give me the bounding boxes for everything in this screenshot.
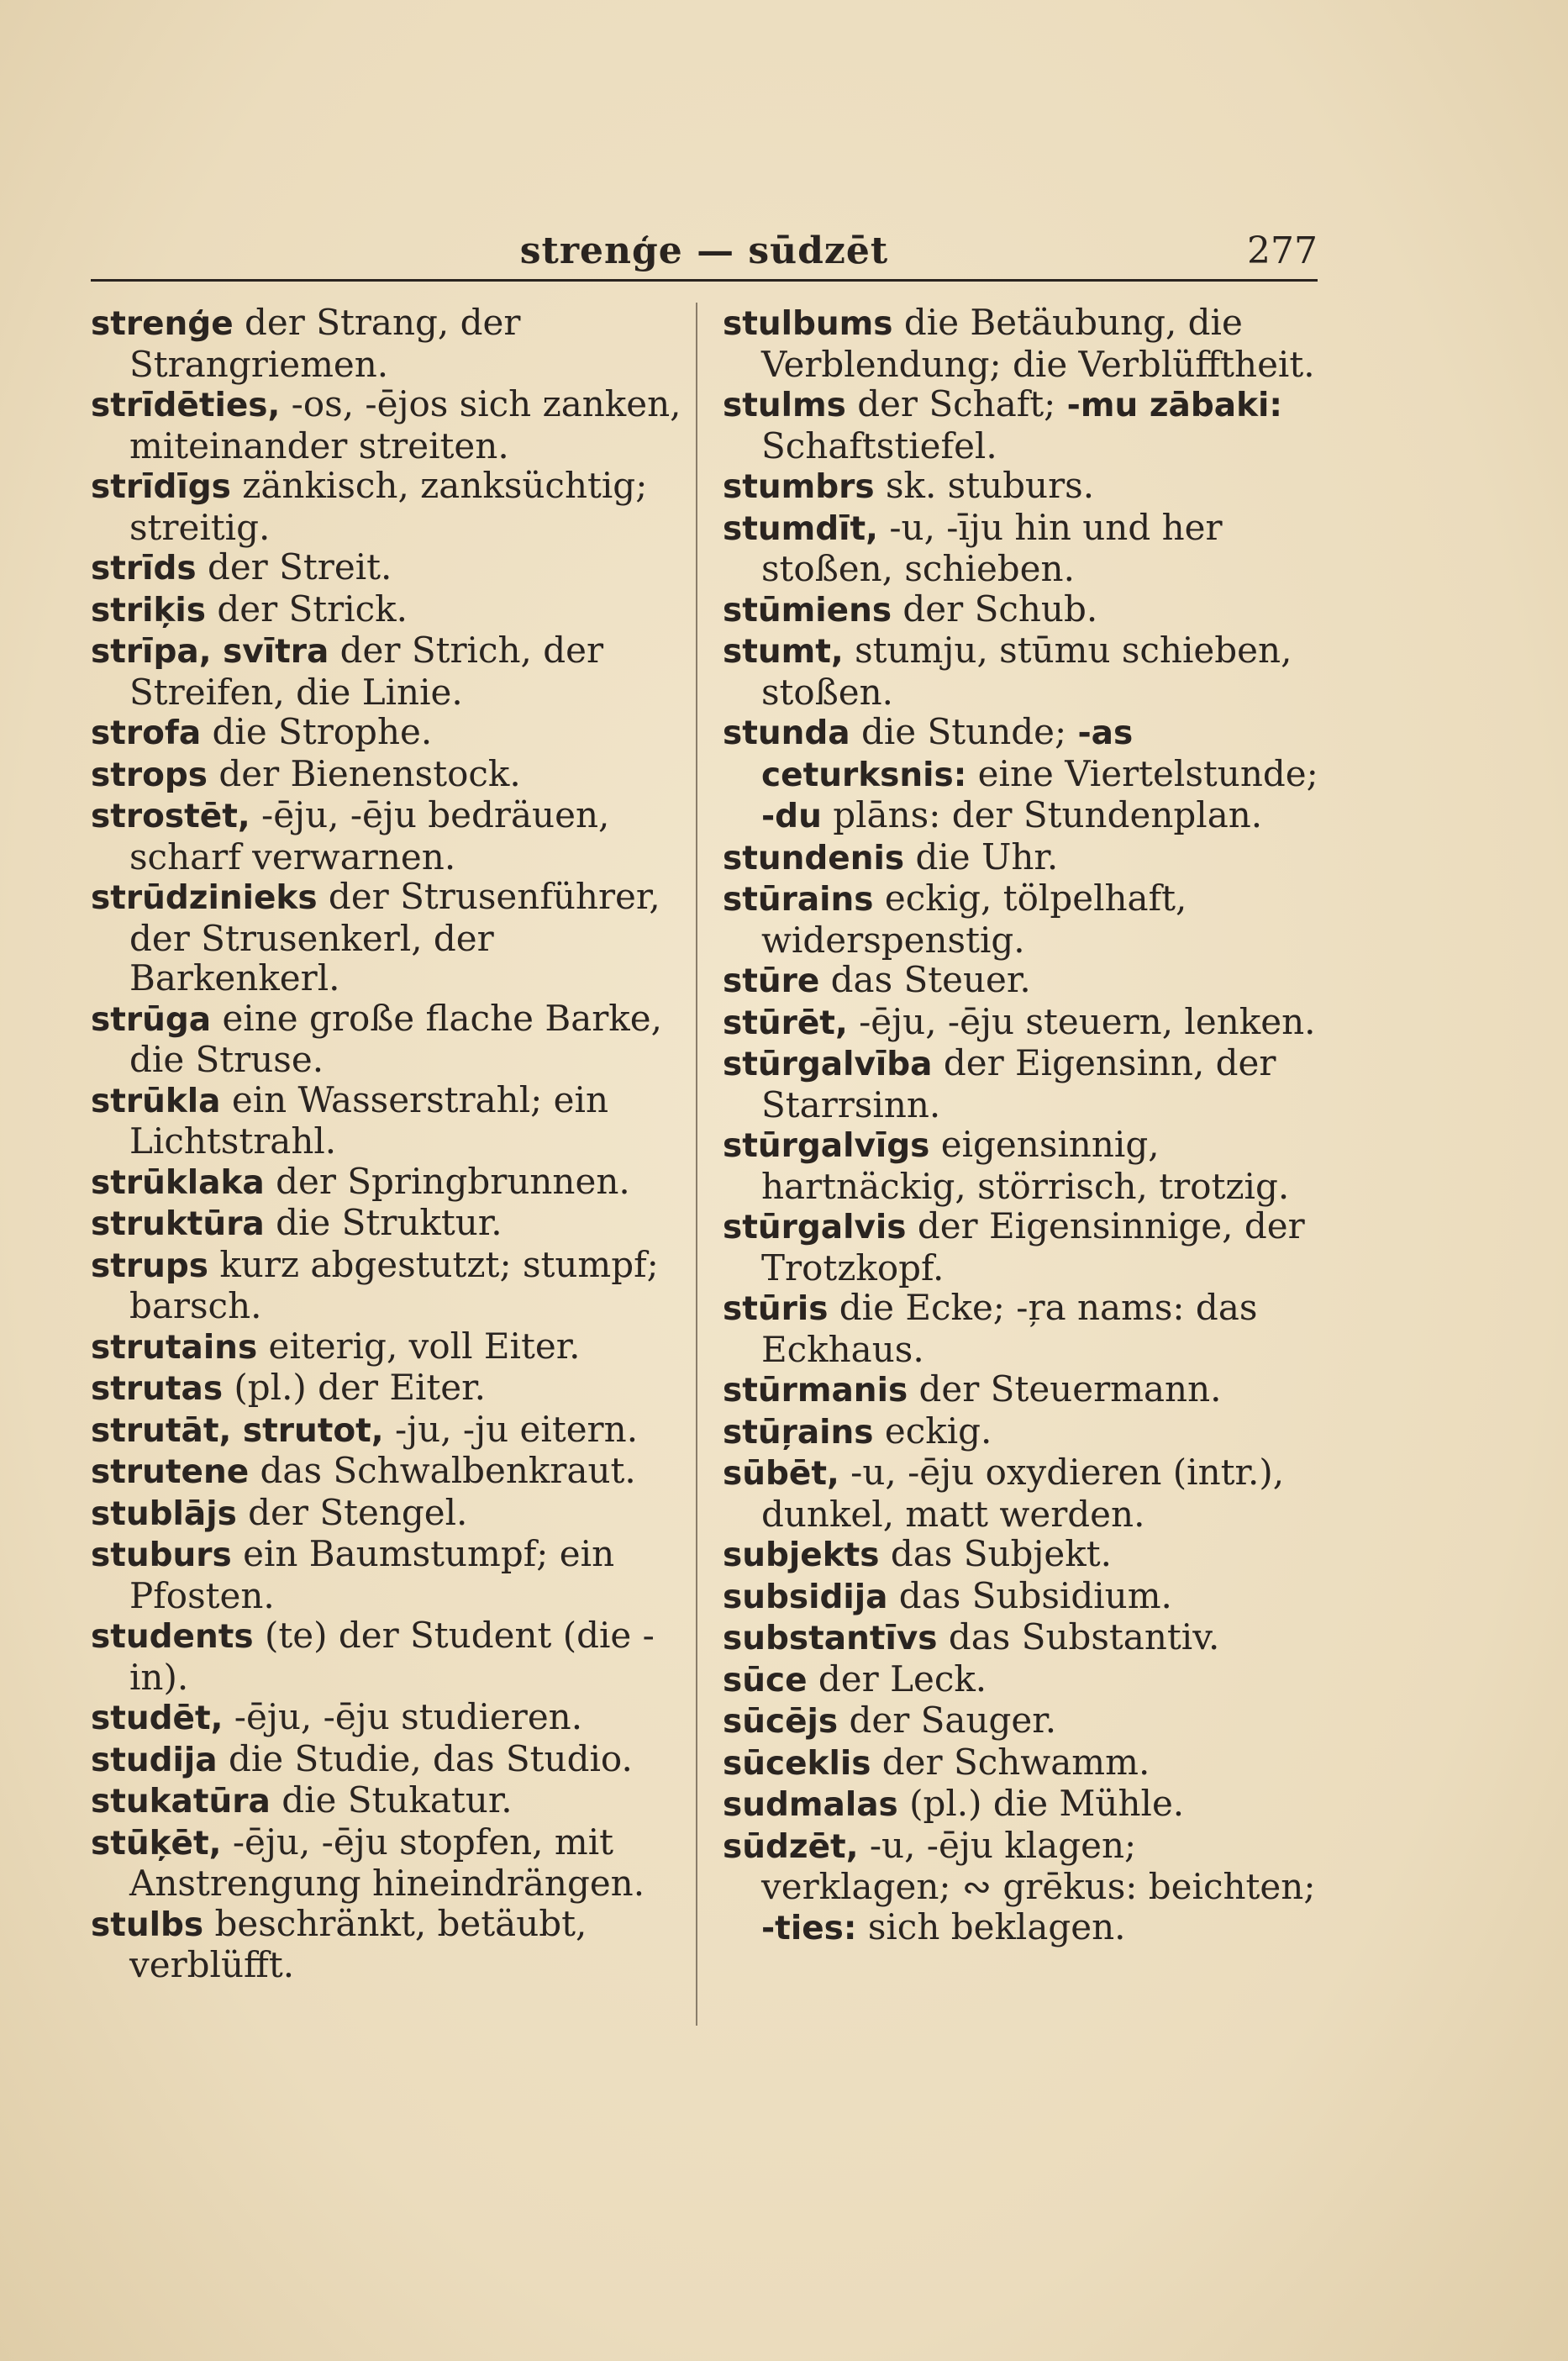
dictionary-entry — [723, 508, 1323, 589]
entry-headword: stundenis — [723, 839, 905, 877]
entry-headword: students — [91, 1618, 254, 1656]
entry-headword: striķis — [91, 591, 206, 630]
entry-definition: der Sauger. — [838, 1700, 1057, 1741]
entry-definition: -ēju, -ēju bedräuen, scharf verwarnen. — [129, 794, 610, 877]
entry-definition: -u, -ēju klagen; verklagen; ∾ grēkus: beichten; — [761, 1824, 1316, 1907]
entry-definition: beschränkt, betäubt, verblüfft. — [129, 1902, 587, 1985]
entry-headword: strīds — [91, 550, 197, 588]
entry-headword: -du — [761, 798, 822, 835]
dictionary-entry — [91, 754, 692, 796]
dictionary-entry — [91, 303, 692, 384]
entry-headword: strops — [91, 756, 208, 794]
dictionary-entry — [91, 1739, 692, 1781]
entry-definition: -os, -ējos sich zanken, miteinander streiten. — [129, 383, 681, 466]
entry-headword: stūre — [723, 962, 820, 1000]
entry-headword: stuburs — [91, 1536, 232, 1574]
entry-definition: der Springbrunnen. — [264, 1160, 630, 1202]
entry-definition: -u, -ēju oxydieren (intr.), dunkel, matt werden. — [761, 1452, 1285, 1535]
entry-definition: der Schwamm. — [871, 1741, 1150, 1783]
entry-definition: die Stunde; — [850, 711, 1078, 752]
dictionary-entry — [91, 1326, 692, 1368]
dictionary-entry — [723, 589, 1323, 631]
dictionary-entry — [723, 1002, 1323, 1044]
dictionary-entry — [723, 1206, 1323, 1288]
entry-definition: der Stengel. — [236, 1491, 468, 1533]
dictionary-entry — [723, 960, 1323, 1002]
entry-definition: das Substantiv. — [937, 1616, 1220, 1657]
entry-headword: strenģe — [91, 305, 234, 343]
entry-headword: subjekts — [723, 1536, 880, 1574]
entry-headword: sūceklis — [723, 1744, 871, 1783]
header-title: strenģe — sūdzēt — [519, 229, 889, 272]
dictionary-entry — [91, 1697, 692, 1739]
entry-definition: eigensinnig, hartnäckig, störrisch, trotzig. — [761, 1124, 1290, 1207]
entry-definition: das Subsidium. — [887, 1574, 1172, 1616]
entry-definition: -u, -īju hin und her stoßen, schieben. — [761, 506, 1223, 589]
entry-definition: der Steuermann. — [908, 1368, 1222, 1410]
dictionary-entry — [91, 1493, 692, 1535]
entry-definition: das Steuer. — [819, 959, 1031, 1000]
entry-definition: die Betäubung, die Verblendung; die Verblüfftheit. — [761, 302, 1315, 385]
dictionary-entry — [723, 1411, 1323, 1453]
entry-headword: stūrgalvība — [723, 1046, 933, 1083]
dictionary-entry — [91, 795, 692, 877]
dictionary-entry — [723, 303, 1323, 384]
entry-definition: -ju, -ju eitern. — [383, 1408, 639, 1450]
dictionary-entry — [723, 1784, 1323, 1826]
entry-headword: stulbums — [723, 305, 893, 343]
entry-headword: stulms — [723, 387, 846, 424]
entry-definition: eckig, tölpelhaft, widerspenstig. — [761, 877, 1187, 961]
entry-definition: das Subjekt. — [879, 1533, 1112, 1574]
dictionary-entry — [91, 1368, 692, 1410]
entry-definition: der Strang, der Strangriemen. — [129, 302, 521, 385]
column-divider — [696, 303, 697, 2026]
dictionary-entry — [723, 1043, 1323, 1125]
dictionary-entry — [723, 1576, 1323, 1618]
entry-headword: struktūra — [91, 1205, 265, 1243]
dictionary-entry — [91, 712, 692, 754]
entry-definition: der Schub. — [892, 588, 1098, 630]
entry-definition: Schaftstiefel. — [761, 424, 997, 466]
entry-definition: sich beklagen. — [856, 1905, 1126, 1947]
page-number: 277 — [1247, 229, 1318, 272]
entry-headword: strūklaka — [91, 1163, 265, 1202]
dictionary-entry — [723, 384, 1323, 466]
entry-headword: strutāt, strutot, — [91, 1411, 384, 1450]
dictionary-entry — [723, 1826, 1323, 1949]
entry-headword: stukatūra — [91, 1783, 271, 1821]
entry-definition: der Bienenstock. — [208, 752, 521, 794]
entry-headword: stūrgalvis — [723, 1209, 907, 1246]
dictionary-entry — [91, 466, 692, 547]
entry-definition: das Schwalbenkraut. — [249, 1450, 636, 1491]
dictionary-entry — [91, 1245, 692, 1326]
entry-headword: strutene — [91, 1453, 250, 1491]
entry-headword: stumbrs — [723, 468, 875, 506]
entry-definition: eckig. — [873, 1410, 992, 1452]
dictionary-entry — [91, 589, 692, 631]
entry-headword: stumdīt, — [723, 509, 879, 548]
entry-definition: plāns: der Stundenplan. — [821, 794, 1263, 835]
entry-headword: stūrains — [723, 881, 874, 919]
entry-definition: -ēju, -ēju stopfen, mit Anstrengung hineindrängen. — [129, 1821, 645, 1904]
dictionary-entry — [91, 1410, 692, 1452]
entry-headword: strīpa, svītra — [91, 633, 329, 671]
entry-definition: der Eigensinn, der Starrsinn. — [761, 1042, 1276, 1125]
entry-definition: der Schaft; — [845, 383, 1067, 424]
dictionary-entry — [723, 1125, 1323, 1206]
entry-definition: -ēju, -ēju studieren. — [223, 1696, 583, 1737]
entry-headword: sudmalas — [723, 1786, 898, 1824]
entry-definition: die Stukatur. — [270, 1779, 513, 1821]
entry-headword: stunda — [723, 714, 850, 752]
entry-definition: (te) der Student (die -in). — [129, 1615, 655, 1698]
dictionary-entry — [91, 1615, 692, 1697]
dictionary-entry — [723, 712, 1323, 837]
entry-definition: ein Baumstumpf; ein Pfosten. — [129, 1533, 615, 1616]
entry-definition: die Ecke; -ŗa nams: das Eckhaus. — [761, 1287, 1258, 1370]
entry-definition: (pl.) der Eiter. — [223, 1367, 486, 1408]
entry-definition: -ēju, -ēju steuern, lenken. — [847, 1000, 1316, 1042]
entry-headword: stulbs — [91, 1905, 204, 1944]
dictionary-entry — [91, 1822, 692, 1904]
entry-headword: studēt, — [91, 1700, 224, 1737]
running-header — [91, 220, 1318, 282]
entry-headword: -mu zābaki: — [1066, 387, 1282, 424]
entry-definition: die Studie, das Studio. — [217, 1737, 633, 1779]
entry-definition: die Struktur. — [264, 1202, 502, 1243]
dictionary-entry — [91, 1451, 692, 1493]
entry-definition: eiterig, voll Eiter. — [257, 1325, 581, 1367]
dictionary-entry — [91, 630, 692, 712]
entry-definition: der Strick. — [205, 588, 408, 630]
entry-headword: stūrgalvīgs — [723, 1127, 930, 1165]
dictionary-entry — [723, 1369, 1323, 1411]
entry-headword: stūris — [723, 1290, 829, 1328]
entry-headword: strūdzinieks — [91, 879, 318, 917]
dictionary-entry — [723, 1534, 1323, 1576]
entry-headword: strīdēties, — [91, 387, 281, 424]
dictionary-entry — [723, 630, 1323, 712]
entry-headword: -ties: — [761, 1909, 857, 1947]
entry-definition: stumju, stūmu schieben, stoßen. — [761, 630, 1292, 713]
dictionary-entry — [91, 1162, 692, 1204]
entry-headword: subsidija — [723, 1578, 888, 1616]
entry-definition: zänkisch, zanksüchtig; streitig. — [129, 465, 648, 548]
dictionary-entry — [91, 877, 692, 999]
entry-headword: stumt, — [723, 633, 844, 671]
entry-headword: strūga — [91, 1000, 212, 1039]
entry-headword: strups — [91, 1246, 208, 1285]
dictionary-entry — [723, 1742, 1323, 1784]
entry-definition: der Eigensinnige, der Trotzkopf. — [761, 1205, 1305, 1289]
dictionary-entry — [723, 1700, 1323, 1742]
dictionary-entry — [91, 1203, 692, 1245]
entry-headword: stūrēt, — [723, 1004, 848, 1042]
entry-headword: strofa — [91, 714, 202, 752]
entry-definition: der Leck. — [807, 1657, 987, 1700]
dictionary-entry — [91, 1780, 692, 1822]
entry-definition: der Strich, der Streifen, die Linie. — [129, 630, 604, 713]
dictionary-entry — [91, 999, 692, 1080]
entry-definition: ein Wasserstrahl; ein Lichtstrahl. — [129, 1078, 608, 1162]
entry-headword: stublājs — [91, 1494, 237, 1533]
entry-headword: strūkla — [91, 1082, 221, 1120]
dictionary-entry — [723, 1452, 1323, 1534]
entry-headword: stūmiens — [723, 591, 892, 630]
right-column — [723, 303, 1323, 1948]
entry-headword: strutas — [91, 1370, 224, 1408]
dictionary-entry — [723, 1617, 1323, 1659]
dictionary-entry — [723, 878, 1323, 960]
dictionary-entry — [91, 547, 692, 589]
entry-definition: sk. stuburs. — [874, 465, 1095, 506]
entry-headword: stūrmanis — [723, 1372, 908, 1410]
entry-headword: sūce — [723, 1661, 808, 1700]
entry-definition: kurz abgestutzt; stumpf; barsch. — [129, 1243, 659, 1326]
entry-headword: strostēt, — [91, 798, 250, 835]
dictionary-entry — [91, 1904, 692, 1985]
entry-headword: strutains — [91, 1328, 258, 1367]
dictionary-entry — [723, 1288, 1323, 1369]
entry-headword: sūcējs — [723, 1703, 839, 1741]
entry-headword: studija — [91, 1741, 218, 1779]
entry-headword: substantīvs — [723, 1620, 938, 1657]
left-column — [91, 303, 692, 1985]
dictionary-entry — [91, 1080, 692, 1162]
entry-headword: -as ceturksnis: — [761, 714, 1134, 794]
dictionary-entry — [723, 837, 1323, 879]
entry-headword: stūķēt, — [91, 1824, 222, 1863]
dictionary-entry — [91, 384, 692, 466]
entry-definition: die Uhr. — [904, 835, 1059, 877]
entry-definition: der Streit. — [196, 546, 392, 588]
entry-definition: eine große flache Barke, die Struse. — [129, 997, 662, 1080]
dictionary-entry — [723, 466, 1323, 508]
dictionary-entry — [91, 1534, 692, 1615]
entry-headword: strīdīgs — [91, 468, 231, 506]
entry-definition: (pl.) die Mühle. — [897, 1783, 1185, 1824]
entry-definition: der Strusenführer, der Strusenkerl, der Barkenkerl. — [129, 876, 660, 999]
entry-definition: eine Viertelstunde; — [966, 752, 1318, 794]
dictionary-entry — [723, 1659, 1323, 1701]
entry-headword: stūŗains — [723, 1413, 874, 1452]
entry-headword: sūdzēt, — [723, 1827, 859, 1866]
entry-headword: sūbēt, — [723, 1455, 839, 1493]
entry-definition: die Strophe. — [201, 711, 433, 752]
